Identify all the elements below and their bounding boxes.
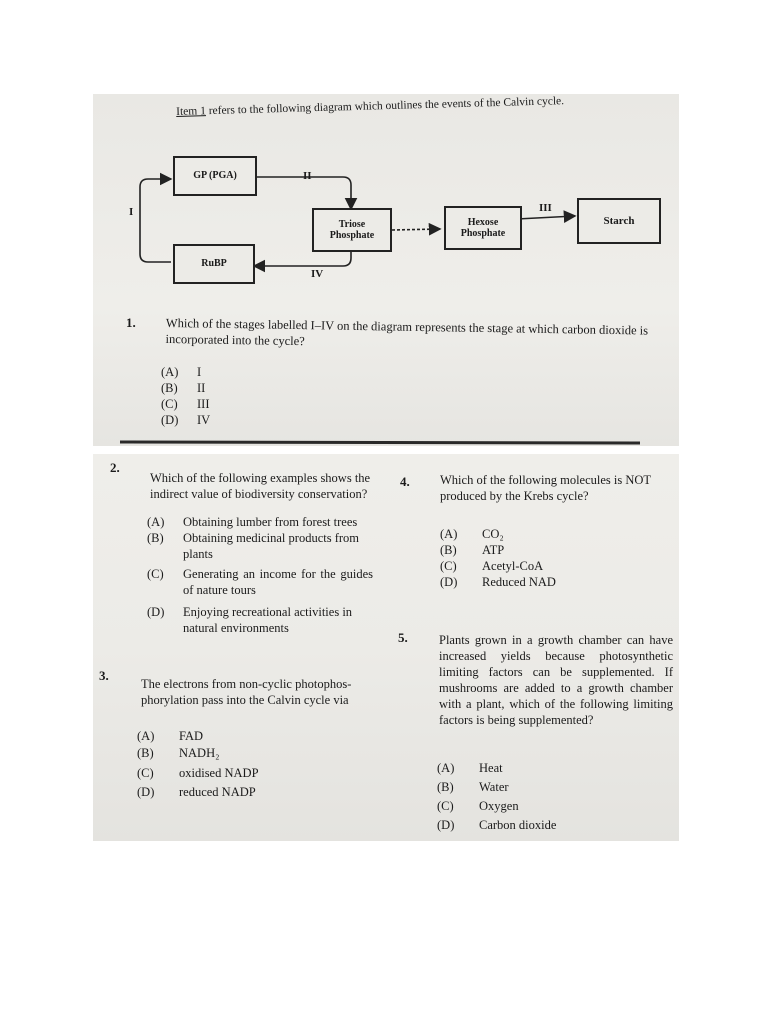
q2-option-d-text: Enjoying recreational activities in natural environments bbox=[183, 605, 353, 635]
q2-option-a-text: Obtaining lumber from forest trees bbox=[183, 515, 358, 529]
q2-option-d-label: (D) bbox=[147, 605, 165, 619]
item-intro-text: refers to the following diagram which outlines the events of the Calvin cycle. bbox=[208, 95, 565, 118]
box-triose-phosphate: Triose Phosphate bbox=[312, 208, 392, 252]
q1-text: Which of the stages labelled I–IV on the diagram represents the stage at which carbon dioxide is incorporated into the cycle? bbox=[165, 315, 649, 349]
q5-option-c bbox=[437, 798, 519, 814]
q4-option-c-label: (C) bbox=[440, 559, 457, 573]
stage-label-iii: III bbox=[539, 202, 552, 214]
q2-option-c bbox=[147, 566, 373, 598]
q4-option-d-label: (D) bbox=[440, 575, 458, 589]
q4-option-d bbox=[440, 574, 556, 590]
q2-number: 2. bbox=[110, 460, 120, 475]
q4-option-a bbox=[440, 526, 504, 542]
q5-option-b-text: Water bbox=[479, 780, 509, 794]
q4-option-a-label: (A) bbox=[440, 527, 458, 541]
q1-option-c-label: (C) bbox=[161, 397, 178, 411]
q1-option-c-text: III bbox=[197, 397, 210, 411]
q5-option-c-text: Oxygen bbox=[479, 799, 519, 813]
q5-option-a-label: (A) bbox=[437, 761, 455, 775]
q2-option-c-label: (C) bbox=[147, 567, 164, 581]
q4-option-b bbox=[440, 542, 504, 558]
q3-option-d-text: reduced NADP bbox=[179, 785, 256, 799]
arrow-triose-hexose bbox=[392, 229, 440, 230]
q3-option-d bbox=[137, 784, 256, 800]
q1-option-a-text: I bbox=[197, 365, 202, 379]
q4-option-a-text: CO₂ bbox=[482, 527, 504, 541]
q3-option-b bbox=[137, 745, 219, 761]
q1-option-b bbox=[161, 380, 205, 396]
q5-option-d-label: (D) bbox=[437, 818, 455, 832]
q1-option-c bbox=[161, 396, 210, 412]
stage-label-iv: IV bbox=[311, 268, 324, 280]
top-photo bbox=[93, 94, 679, 446]
q3-option-b-label: (B) bbox=[137, 746, 154, 760]
q4-text: Which of the following molecules is NOT produced by the Krebs cycle? bbox=[440, 473, 651, 503]
q5-text: Plants grown in a growth chamber can have increased yields because photosynthetic limiting factors can be supplemented. If mushrooms are added to a growth chamber with a plant, which of the following limiting factors is being supplemented? bbox=[439, 633, 673, 727]
q4-number: 4. bbox=[400, 474, 410, 489]
q2-option-a-label: (A) bbox=[147, 515, 165, 529]
q5-option-b bbox=[437, 779, 509, 795]
stage-label-i: I bbox=[129, 206, 134, 218]
q3-option-d-label: (D) bbox=[137, 785, 155, 799]
q4-option-c-text: Acetyl-CoA bbox=[482, 559, 544, 573]
stage-label-ii: II bbox=[303, 170, 312, 182]
q1-option-d-label: (D) bbox=[161, 413, 179, 427]
q1-option-b-text: II bbox=[197, 381, 206, 395]
box-hexose-phosphate: Hexose Phosphate bbox=[444, 206, 522, 250]
q2-option-d bbox=[147, 604, 373, 636]
q4-option-d-text: Reduced NAD bbox=[482, 575, 556, 589]
q3-option-c-text: oxidised NADP bbox=[179, 766, 259, 780]
q4-option-c bbox=[440, 558, 543, 574]
q5-number: 5. bbox=[398, 630, 408, 645]
q2-option-c-text: Generating an income for the guides of nature tours bbox=[183, 567, 373, 597]
q4-option-b-text: ATP bbox=[482, 543, 505, 557]
q2-option-b-text: Obtaining medicinal products from plants bbox=[183, 531, 360, 561]
q3-option-b-text: NADH₂ bbox=[179, 746, 220, 760]
q4-option-b-label: (B) bbox=[440, 543, 457, 557]
q5-option-b-label: (B) bbox=[437, 780, 454, 794]
q3-number: 3. bbox=[99, 668, 109, 683]
q2-option-b bbox=[147, 530, 373, 562]
q1-option-b-label: (B) bbox=[161, 381, 178, 395]
q3-option-a bbox=[137, 728, 203, 744]
q3-text: The electrons from non-cyclic photophos-phorylation pass into the Calvin cycle via bbox=[141, 677, 352, 707]
q5-option-a-text: Heat bbox=[479, 761, 503, 775]
q1-option-a bbox=[161, 364, 201, 380]
q2-text: Which of the following examples shows the indirect value of biodiversity conservation? bbox=[150, 471, 371, 501]
q1-option-a-label: (A) bbox=[161, 365, 179, 379]
q3-option-c-label: (C) bbox=[137, 766, 154, 780]
box-starch: Starch bbox=[577, 198, 661, 244]
q1-number: 1. bbox=[126, 315, 136, 330]
q5-option-c-label: (C) bbox=[437, 799, 454, 813]
q3-option-a-text: FAD bbox=[179, 729, 204, 743]
q5-option-d-text: Carbon dioxide bbox=[479, 818, 557, 832]
q5-option-a bbox=[437, 760, 503, 776]
q3-option-a-label: (A) bbox=[137, 729, 155, 743]
q1-option-d bbox=[161, 412, 210, 428]
q3-option-c bbox=[137, 765, 259, 781]
arrow-iii bbox=[517, 216, 575, 219]
bottom-photo bbox=[93, 454, 679, 841]
box-gp-pga: GP (PGA) bbox=[173, 156, 257, 196]
q2-option-a bbox=[147, 514, 373, 530]
arrow-i bbox=[140, 179, 171, 262]
q5-option-d bbox=[437, 817, 556, 833]
item-intro-prefix: Item 1 bbox=[176, 105, 207, 118]
box-rubp: RuBP bbox=[173, 244, 255, 284]
q1-option-d-text: IV bbox=[197, 413, 211, 427]
q2-option-b-label: (B) bbox=[147, 531, 164, 545]
